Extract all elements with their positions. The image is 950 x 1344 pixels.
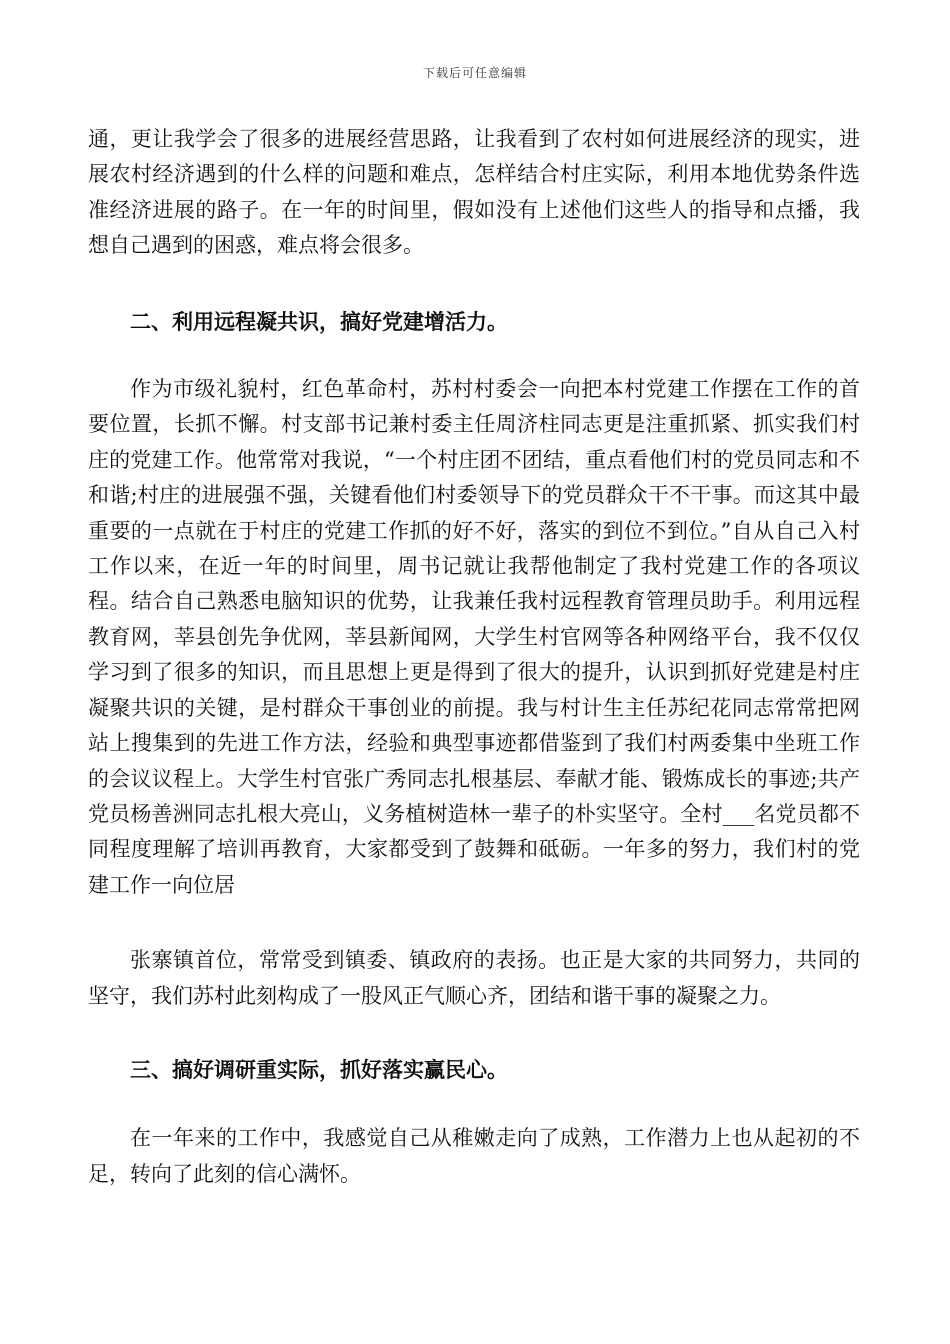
- paragraph-work-growth: 在一年来的工作中，我感觉自己从稚嫩走向了成熟，工作潜力上也从起初的不足，转向了此刻的信心满怀。: [88, 1126, 860, 1186]
- paragraph-town-ranking: 张寨镇首位，常常受到镇委、镇政府的表扬。也正是大家的共同努力，共同的坚守，我们苏村此刻构成了一股风正气顺心齐，团结和谐干事的凝聚之力。: [88, 948, 860, 1008]
- paragraph-continuation: 通，更让我学会了很多的进展经营思路，让我看到了农村如何进展经济的现实，进展农村经济遇到的什么样的问题和难点，怎样结合村庄实际，利用本地优势条件选准经济进展的路子。在一年的时间里，假如没有上述他们这些人的指导和点播，我想自己遇到的困惑，难点将会很多。: [88, 127, 860, 258]
- paragraph-party-building: 作为市级礼貌村，红色革命村，苏村村委会一向把本村党建工作摆在工作的首要位置，长抓不懈。村支部书记兼村委主任周济柱同志更是注重抓紧、抓实我们村庄的党建工作。他常常对我说，“一个村庄团不团结，重点看他们村的党员同志和不和谐;村庄的进展强不强，关键看他们村委领导下的党员群众干不干事。而这其中最重要的一点就在于村庄的党建工作抓的好不好，落实的到位不到位。”自从自己入村工作以来，在近一年的时间里，周书记就让我帮他制定了我村党建工作的各项议程。结合自己熟悉电脑知识的优势，让我兼任我村远程教育管理员助手。利用远程教育网，莘县创先争优网，莘县新闻网，大学生村官网等各种网络平台，我不仅仅学习到了很多的知识，而且思想上更是得到了很大的提升，认识到抓好党建是村庄凝聚共识的关键，是村群众干事创业的前提。我与村计生主任苏纪花同志常常把网站上搜集到的先进工作方法，经验和典型事迹都借鉴到了我们村两委集中坐班工作的会议议程上。大学生村官张广秀同志扎根基层、奉献才能、锻炼成长的事迹;共产党员杨善洲同志扎根大亮山，义务植树造林一辈子的朴实坚守。全村___名党员都不同程度理解了培训再教育，大家都受到了鼓舞和砥砺。一年多的努力，我们村的党建工作一向位居: [88, 377, 860, 897]
- section-heading-2: 二、利用远程凝共识，搞好党建增活力。: [130, 308, 508, 334]
- page-header-note: 下载后可任意编辑: [422, 66, 527, 80]
- document-body: [88, 122, 860, 1192]
- section-heading-3: 三、搞好调研重实际，抓好落实赢民心。: [130, 1056, 508, 1082]
